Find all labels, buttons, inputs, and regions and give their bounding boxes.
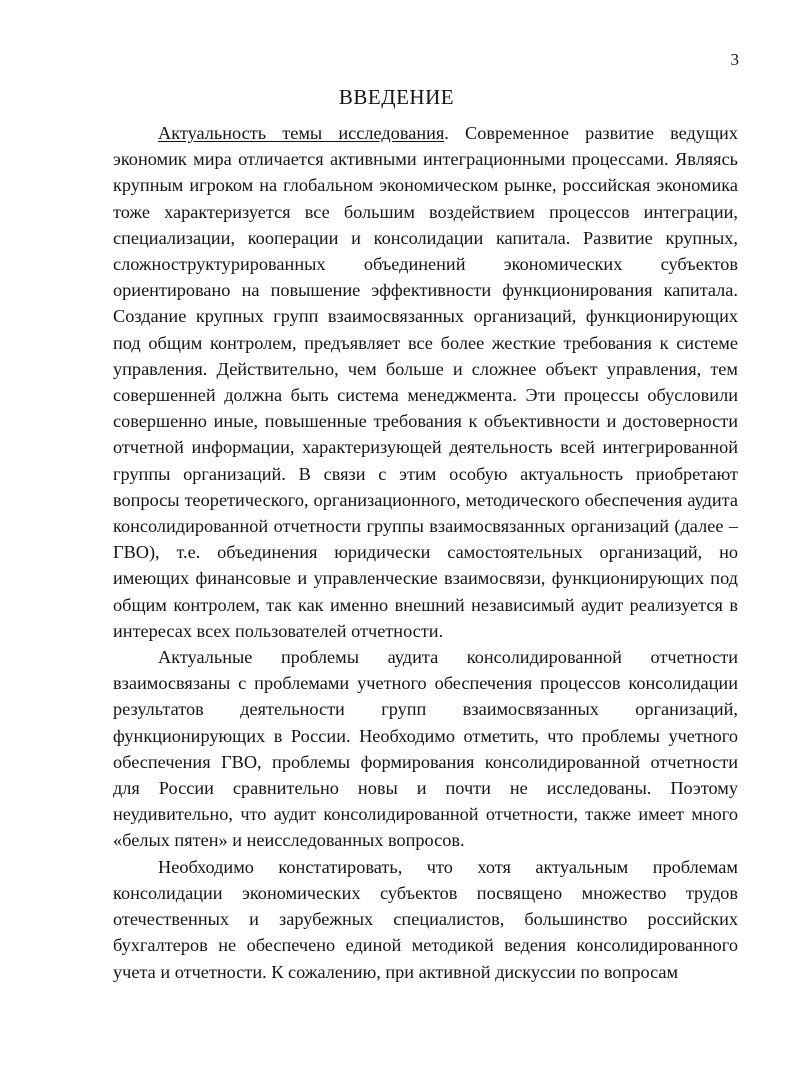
page-title: ВВЕДЕНИЕ bbox=[338, 85, 455, 109]
document-body bbox=[113, 120, 738, 985]
relevance-heading: Актуальность темы исследования bbox=[158, 123, 445, 143]
paragraph-text: Необходимо констатировать, что хотя актуальным проблемам консолидации экономических субъектов посвящено множество трудов отечественных и зарубежных специалистов, большинство российских бухгалтеров не обеспечено единой методикой ведения консолидированного учета и отчетности. К сожалению, при активной дискуссии по вопросам bbox=[113, 856, 738, 982]
paragraph-consolidation bbox=[113, 854, 738, 985]
paragraph-text: . Современное развитие ведущих экономик мира отличается активными интеграционными процессами. Являясь крупным игроком на глобальном экономическом рынке, российская экономика тоже характеризуется все большим воздействием процессов интеграции, специализации, кооперации и консолидации капитала. Развитие крупных, сложноструктурированных объединений экономических субъектов ориентировано на повышение эффективности функционирования капитала. Создание крупных групп взаимосвязанных организаций, функционирующих под общим контролем, предъявляет все более жесткие требования к системе управления. Действительно, чем больше и сложнее объект управления, тем совершенней должна быть система менеджмента. Эти процессы обусловили совершенно иные, повышенные требования к объективности и достоверности отчетной информации, характеризующей деятельность всей интегрированной группы организаций. В связи с этим особую актуальность приобретают вопросы теоретического, организационного, методического обеспечения аудита консолидированной отчетности группы взаимосвязанных организаций (далее – ГВО), т.е. объединения юридически самостоятельных организаций, но имеющих финансовые и управленческие взаимосвязи, функционирующих под общим контролем, так как именно внешний независимый аудит реализуется в интересах всех пользователей отчетности. bbox=[113, 123, 738, 641]
paragraph-text: Актуальные проблемы аудита консолидированной отчетности взаимосвязаны с проблемами учетного обеспечения процессов консолидации результатов деятельности групп взаимосвязанных организаций, функционирующих в России. Необходимо отметить, что проблемы учетного обеспечения ГВО, проблемы формирования консолидированной отчетности для России сравнительно новы и почти не исследованы. Поэтому неудивительно, что аудит консолидированной отчетности, также имеет много «белых пятен» и неисследованных вопросов. bbox=[113, 647, 738, 851]
paragraph-relevance bbox=[113, 120, 738, 644]
page-number: 3 bbox=[730, 50, 739, 69]
paragraph-audit-problems bbox=[113, 644, 738, 854]
